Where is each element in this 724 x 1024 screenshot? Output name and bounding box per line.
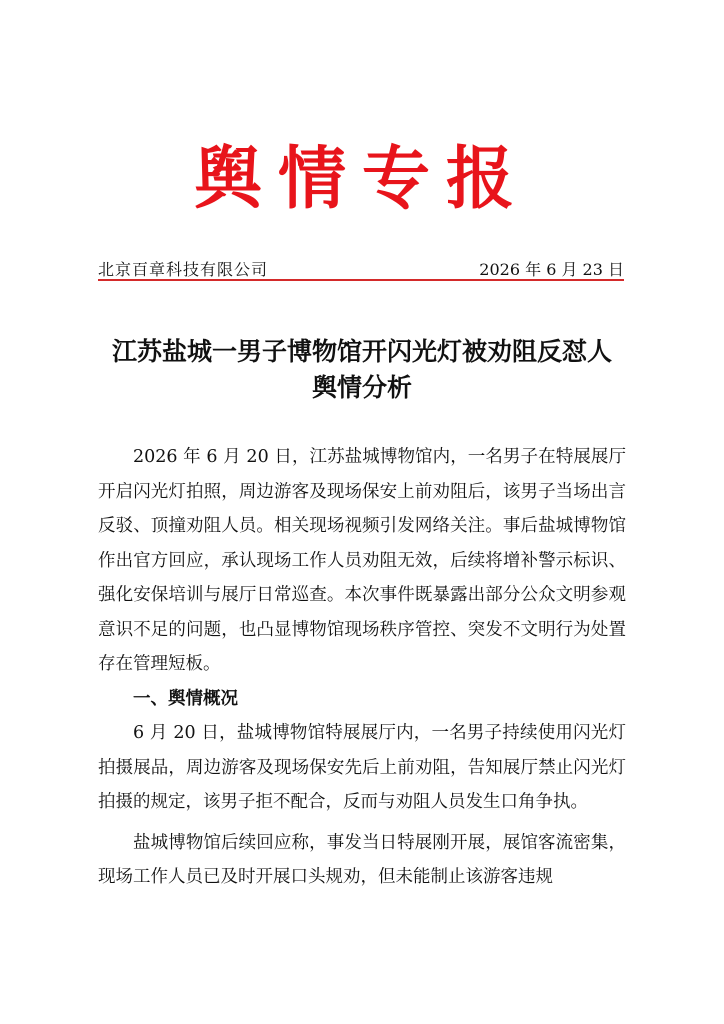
report-title-line-2: 舆情分析 [311,373,412,402]
meta-row [98,254,624,280]
masthead-title: 舆情专报 [193,140,530,219]
report-title [90,334,634,406]
section-heading-overview: 一、舆情概况 [133,688,238,709]
header-divider [98,279,624,281]
intro-paragraph: 2026 年 6 月 20 日，江苏盐城博物馆内，一名男子在特展展厅开启闪光灯拍照，周边游客及现场保安上前劝阻后，该男子当场出言反驳、顶撞劝阻人员。相关现场视频引发网络关注。事后盐城博物馆作出官方回应，承认现场工作人员劝阻无效，后续将增补警示标识、强化安保培训与展厅日常巡查。本次事件既暴露出部分公众文明参观意识不足的问题，也凸显博物馆现场秩序管控、突发不文明行为处置存在管理短板。 [98,447,626,674]
report-title-line-1: 江苏盐城一男子博物馆开闪光灯被劝阻反怼人 [111,337,612,366]
company-name: 北京百章科技有限公司 [98,260,269,279]
overview-paragraph-2: 盐城博物馆后续回应称，事发当日特展刚开展，展馆客流密集，现场工作人员已及时开展口头规劝，但未能制止该游客违规 [98,832,626,887]
overview-paragraph-1: 6 月 20 日，盐城博物馆特展展厅内，一名男子持续使用闪光灯拍摄展品，周边游客及现场保安先后上前劝阻，告知展厅禁止闪光灯拍摄的规定，该男子拒不配合，反而与劝阻人员发生口角争执。 [98,723,626,812]
report-date: 2026 年 6 月 23 日 [479,260,624,279]
report-body [98,440,626,895]
